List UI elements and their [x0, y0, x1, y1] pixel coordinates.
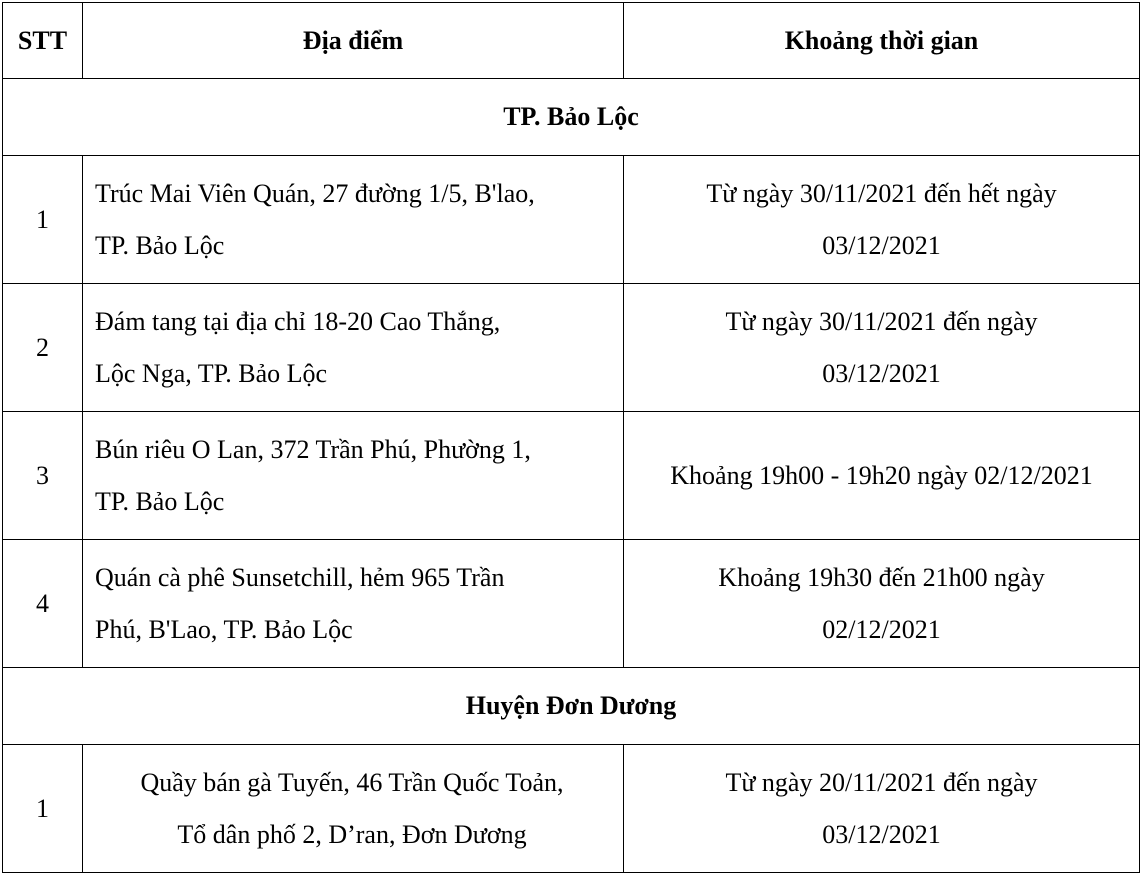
time-line: 03/12/2021: [822, 230, 941, 260]
row-place: [83, 412, 624, 540]
row-place: [83, 540, 624, 668]
place-line: Lộc Nga, TP. Bảo Lộc: [95, 358, 328, 388]
row-time: [624, 284, 1140, 412]
place-line: TP. Bảo Lộc: [95, 486, 225, 516]
row-place: [83, 284, 624, 412]
row-stt: 1: [3, 156, 83, 284]
row-stt: 3: [3, 412, 83, 540]
time-line: Khoảng 19h00 - 19h20 ngày 02/12/2021: [670, 460, 1093, 490]
table-row: [3, 745, 1140, 873]
row-stt: 2: [3, 284, 83, 412]
place-line: Bún riêu O Lan, 372 Trần Phú, Phường 1,: [95, 434, 531, 464]
time-line: Từ ngày 30/11/2021 đến ngày: [725, 306, 1038, 336]
time-line: 03/12/2021: [822, 358, 941, 388]
time-line: Từ ngày 20/11/2021 đến ngày: [725, 767, 1038, 797]
row-time: [624, 412, 1140, 540]
section-row: [3, 668, 1140, 745]
time-line: Từ ngày 30/11/2021 đến hết ngày: [706, 178, 1057, 208]
place-line: Tổ dân phố 2, D’ran, Đơn Dương: [177, 819, 527, 849]
row-time: [624, 745, 1140, 873]
locations-table: [2, 2, 1140, 873]
table-row: [3, 540, 1140, 668]
section-title: Huyện Đơn Dương: [3, 668, 1140, 745]
header-time: Khoảng thời gian: [624, 3, 1140, 79]
header-row: [3, 3, 1140, 79]
header-place: Địa điểm: [83, 3, 624, 79]
header-stt: STT: [3, 3, 83, 79]
row-stt: 4: [3, 540, 83, 668]
place-line: Đám tang tại địa chỉ 18-20 Cao Thắng,: [95, 306, 501, 336]
row-place: [83, 745, 624, 873]
table-row: [3, 284, 1140, 412]
section-title: TP. Bảo Lộc: [3, 79, 1140, 156]
place-line: Quầy bán gà Tuyến, 46 Trần Quốc Toản,: [140, 767, 564, 797]
row-time: [624, 540, 1140, 668]
time-line: Khoảng 19h30 đến 21h00 ngày: [718, 562, 1045, 592]
table-row: [3, 412, 1140, 540]
time-line: 02/12/2021: [822, 614, 941, 644]
row-stt: 1: [3, 745, 83, 873]
place-line: TP. Bảo Lộc: [95, 230, 225, 260]
place-line: Phú, B'Lao, TP. Bảo Lộc: [95, 614, 353, 644]
place-line: Trúc Mai Viên Quán, 27 đường 1/5, B'lao,: [95, 178, 535, 208]
time-line: 03/12/2021: [822, 819, 941, 849]
row-time: [624, 156, 1140, 284]
table-row: [3, 156, 1140, 284]
section-row: [3, 79, 1140, 156]
row-place: [83, 156, 624, 284]
place-line: Quán cà phê Sunsetchill, hẻm 965 Trần: [95, 562, 505, 592]
